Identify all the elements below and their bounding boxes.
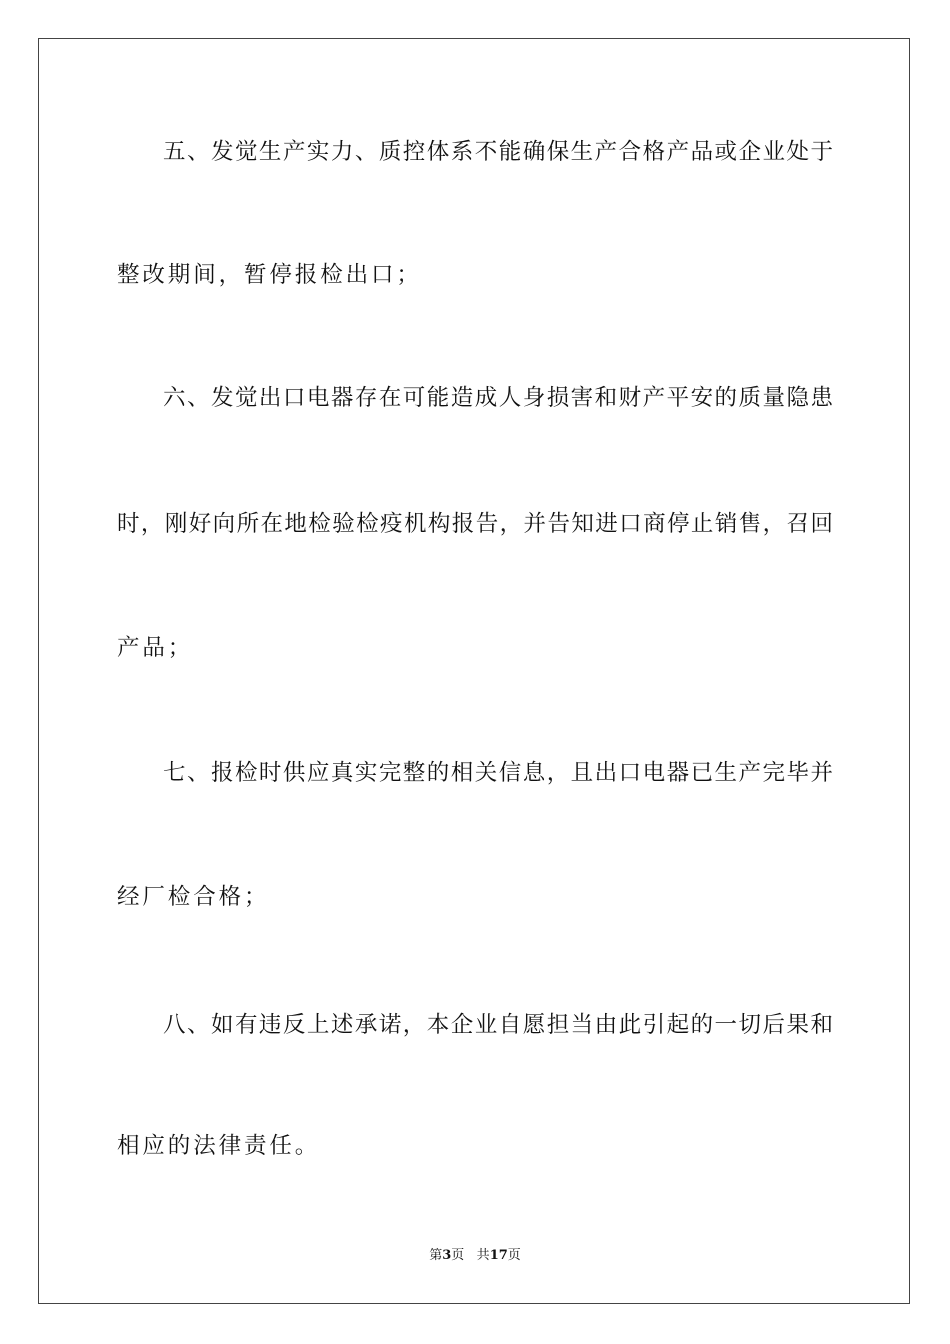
paragraph-7-line-1: 七、报检时供应真实完整的相关信息，且出口电器已生产完毕并 [163, 760, 833, 786]
paragraph-6-line-1: 六、发觉出口电器存在可能造成人身损害和财产平安的质量隐患 [163, 385, 833, 411]
paragraph-6-line-3: 产品； [117, 635, 194, 661]
footer-page-label: 第 [429, 1248, 443, 1263]
footer-total-unit: 页 [507, 1248, 521, 1263]
footer-total-label: 共 [476, 1248, 490, 1263]
paragraph-8-line-2: 相应的法律责任。 [117, 1133, 321, 1159]
paragraph-7-line-2: 经厂检合格； [117, 884, 270, 910]
paragraph-6-line-2: 时，刚好向所在地检验检疫机构报告，并告知进口商停止销售，召回 [117, 511, 833, 537]
paragraph-8-line-1: 八、如有违反上述承诺，本企业自愿担当由此引起的一切后果和 [163, 1012, 833, 1038]
page-border [38, 38, 910, 1304]
footer-total-pages: 17 [489, 1248, 508, 1263]
page-footer [0, 1246, 950, 1266]
paragraph-5-line-1: 五、发觉生产实力、质控体系不能确保生产合格产品或企业处于 [163, 139, 833, 165]
footer-page-number: 3 [442, 1248, 452, 1263]
footer-page-unit: 页 [451, 1248, 465, 1263]
paragraph-5-line-2: 整改期间，暂停报检出口； [117, 262, 422, 288]
